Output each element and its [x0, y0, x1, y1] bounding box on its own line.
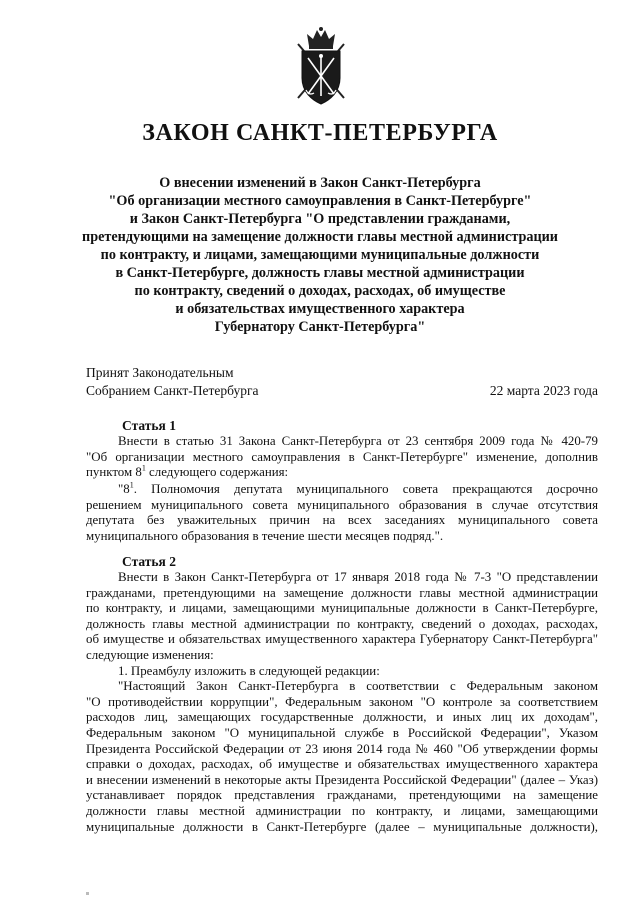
article-2-paragraph-3-cont — [86, 788, 598, 804]
text-line: . Полномочия депутата муниципального совета прекращаются досрочно — [133, 482, 598, 496]
text-line: "Об организации местного самоуправления в Санкт-Петербурге" изменение, дополнив — [86, 449, 598, 464]
article-2-paragraph-1-end — [86, 648, 598, 664]
article-1-paragraph-1-cont — [86, 450, 598, 466]
heading-line: и Закон Санкт-Петербурга "О представлении гражданами, — [129, 211, 511, 227]
adoption-date: 22 марта 2023 года — [489, 383, 598, 398]
article-1-paragraph-2-end — [86, 529, 598, 545]
article-2-paragraph-3-cont — [86, 710, 598, 726]
article-2-paragraph-3 — [86, 679, 598, 695]
heading-line: по контракту, и лицами, замещающими муниципальные должности — [100, 247, 540, 263]
article-2-item-1: 1. Преамбулу изложить в следующей редакции: — [118, 663, 380, 678]
article-2-paragraph-3-cont — [86, 773, 598, 789]
article-2-paragraph-3-cont — [86, 726, 598, 742]
heading-line: в Санкт-Петербурге, должность главы местной администрации — [115, 265, 525, 281]
text-line: расходов лиц, замещающих государственные должности, и иных лиц их доходам", — [86, 710, 598, 725]
text-line: "8 — [118, 482, 130, 496]
article-1-paragraph-1-end — [86, 465, 598, 481]
adoption-line: Собранием Санкт-Петербурга — [86, 383, 259, 398]
text-line: муниципального образования в течение шести месяцев подряд.". — [86, 528, 444, 543]
text-line: следующего содержания: — [145, 465, 289, 480]
text-line: должности главы местной администрации по контракту, и лицами, замещающими — [86, 804, 598, 818]
article-2-paragraph-1-cont — [86, 632, 598, 648]
article-2-title: Статья 2 — [122, 554, 176, 569]
article-1-paragraph-2-cont — [86, 513, 598, 529]
law-heading — [40, 174, 600, 336]
text-line: по контракту, и лицами, замещающими муниципальные должности в Санкт-Петербурге, — [86, 601, 598, 616]
article-1-paragraph-1 — [86, 434, 598, 450]
article-1-paragraph-2-cont — [86, 498, 598, 514]
heading-line: Губернатору Санкт-Петербурга" — [214, 319, 426, 335]
text-line: "Настоящий Закон Санкт-Петербурга в соответствии с Федеральным законом — [118, 679, 598, 694]
heading-line: "Об организации местного самоуправления в Санкт-Петербурге" — [108, 193, 532, 209]
heading-line: по контракту, сведений о доходах, расходах, об имуществе — [134, 283, 506, 299]
heading-line: и обязательствах имущественного характера — [175, 301, 465, 317]
heading-line: О внесении изменений в Закон Санкт-Петербурга — [159, 175, 481, 191]
heading-line: претендующими на замещение должности главы местной администрации — [82, 229, 558, 245]
article-2-paragraph-1-cont — [86, 617, 598, 633]
text-line: устанавливает порядок представления гражданами, претендующими на замещение — [86, 788, 598, 803]
article-2-paragraph-3-cont — [86, 804, 598, 820]
article-2-paragraph-1-cont — [86, 601, 598, 617]
superscript: 1 — [129, 480, 134, 490]
text-line: следующие изменения: — [86, 648, 214, 662]
text-line: решением муниципального совета муниципального образования в случае отсутствия — [86, 497, 598, 512]
adoption-statement — [86, 364, 259, 400]
coat-of-arms-emblem — [292, 26, 350, 108]
article-2-paragraph-1 — [86, 570, 598, 586]
text-line: должность главы местной администрации по контракту, сведений о доходах, расходах, — [86, 616, 598, 631]
article-1-paragraph-2 — [86, 482, 598, 498]
text-line: гражданами, претендующими на замещение должности главы местной администрации — [86, 585, 598, 600]
text-line: Внести в статью 31 Закона Санкт-Петербурга от 23 сентября 2009 года № 420-79 — [118, 434, 598, 448]
article-2-paragraph-3-cont — [86, 742, 598, 758]
text-line: муниципальные должности в Санкт-Петербурге (далее – муниципальные должности), — [86, 819, 598, 834]
text-line: об имуществе и обязательствах имущественного характера Губернатору Санкт-Петербурга" — [86, 632, 598, 647]
article-2-paragraph-3-cont — [86, 757, 598, 773]
text-line: депутата без уважительных причин на всех заседаниях муниципального совета — [86, 513, 598, 528]
text-line: "О противодействии коррупции", Федеральным законом "О контроле за соответствием — [86, 694, 598, 709]
article-2-paragraph-3-cont — [86, 695, 598, 711]
adoption-line: Принят Законодательным — [86, 365, 234, 380]
article-2-paragraph-1-cont — [86, 586, 598, 602]
text-line: Федеральным законом "О муниципальной службе в Российской Федерации", Указом — [86, 726, 598, 740]
text-line: и внесении изменений в некоторые акты Президента Российской Федерации" (далее – Указ) — [86, 772, 598, 787]
article-1-title: Статья 1 — [122, 418, 176, 433]
article-2-paragraph-3-cont — [86, 820, 598, 836]
text-line: Президента Российской Федерации от 23 июня 2014 года № 460 "Об утверждении формы — [86, 741, 598, 756]
text-line: справки о доходах, расходах, об имуществе и обязательствах имущественного характера — [86, 757, 598, 772]
text-line: Внести в Закон Санкт-Петербурга от 17 января 2018 года № 7-3 "О представлении — [118, 570, 598, 584]
text-line: пунктом 8 — [86, 465, 142, 480]
superscript: 1 — [141, 463, 146, 473]
scan-speck — [86, 892, 89, 895]
law-title: ЗАКОН САНКТ-ПЕТЕРБУРГА — [142, 120, 498, 146]
